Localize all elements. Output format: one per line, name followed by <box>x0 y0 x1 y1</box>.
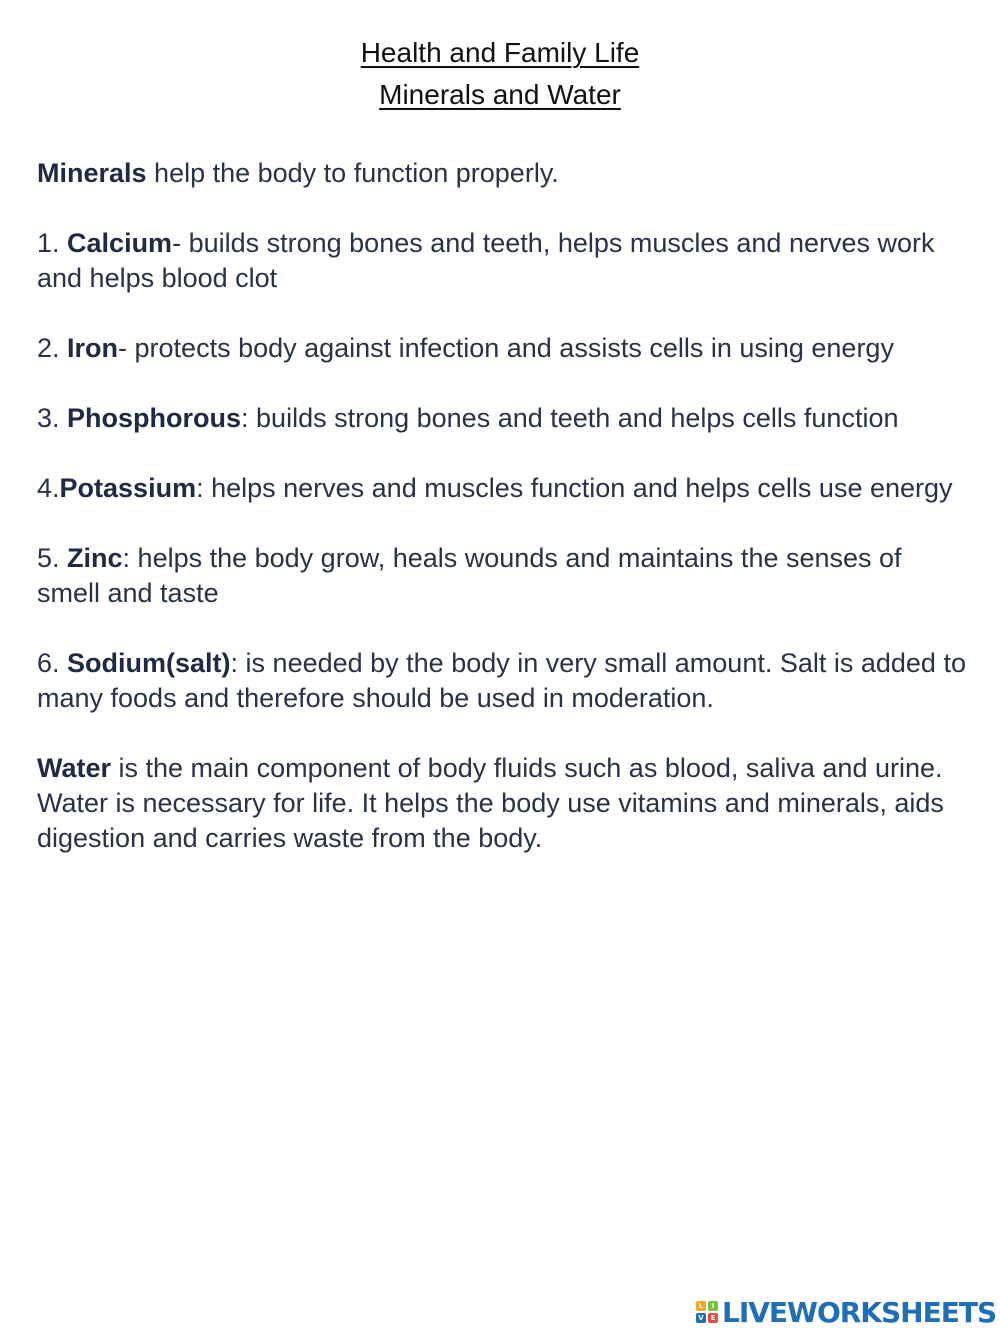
liveworksheets-wordmark: LIVEWORKSHEETS <box>722 1295 997 1329</box>
mineral-item-zinc <box>37 541 967 611</box>
mineral-name: Potassium <box>59 473 197 503</box>
mineral-number: 4. <box>37 473 60 503</box>
mineral-item-calcium <box>37 226 967 296</box>
mineral-item-sodium <box>37 646 967 716</box>
liveworksheets-logo <box>696 1294 996 1330</box>
mineral-name: Zinc <box>67 543 123 573</box>
mineral-name: Iron <box>67 333 119 363</box>
liveworksheets-icon <box>696 1301 718 1323</box>
mineral-description: - protects body against infection and assists cells in using energy <box>118 333 894 363</box>
mineral-number: 5. <box>37 543 68 573</box>
mineral-item-phosphorous <box>37 401 967 436</box>
intro-text: help the body to function properly. <box>146 158 559 188</box>
mineral-description: : helps the body grow, heals wounds and maintains the senses of smell and taste <box>37 543 902 608</box>
title-line-2: Minerals and Water <box>379 79 621 110</box>
mineral-description: : helps nerves and muscles function and helps cells use energy <box>196 473 953 503</box>
water-text: is the main component of body fluids such as blood, saliva and urine. Water is necessary for life. It helps the body use vitamins and minerals, aids digestion and carries waste from the body. <box>37 753 944 853</box>
logo-cell-l: L <box>696 1301 706 1311</box>
intro-term: Minerals <box>37 158 147 188</box>
logo-cell-i: I <box>708 1301 718 1311</box>
water-term: Water <box>37 753 112 783</box>
mineral-name: Calcium <box>67 228 173 258</box>
title-line-1: Health and Family Life <box>360 37 640 68</box>
mineral-item-iron <box>37 331 967 366</box>
mineral-number: 6. <box>37 648 68 678</box>
mineral-description: : builds strong bones and teeth and helps cells function <box>241 403 899 433</box>
logo-cell-v: V <box>696 1313 706 1323</box>
mineral-name: Sodium(salt) <box>67 648 231 678</box>
mineral-item-potassium <box>37 471 967 506</box>
page-title <box>0 32 1000 116</box>
intro-paragraph <box>37 156 967 191</box>
mineral-number: 3. <box>37 403 68 433</box>
mineral-description: : is needed by the body in very small amount. Salt is added to many foods and therefore should be used in moderation. <box>37 648 966 713</box>
mineral-number: 1. <box>37 228 68 258</box>
mineral-description: - builds strong bones and teeth, helps muscles and nerves work and helps blood clot <box>37 228 935 293</box>
mineral-name: Phosphorous <box>67 403 242 433</box>
worksheet-content <box>37 156 967 891</box>
mineral-number: 2. <box>37 333 68 363</box>
water-paragraph <box>37 751 967 856</box>
logo-cell-e: E <box>708 1313 718 1323</box>
